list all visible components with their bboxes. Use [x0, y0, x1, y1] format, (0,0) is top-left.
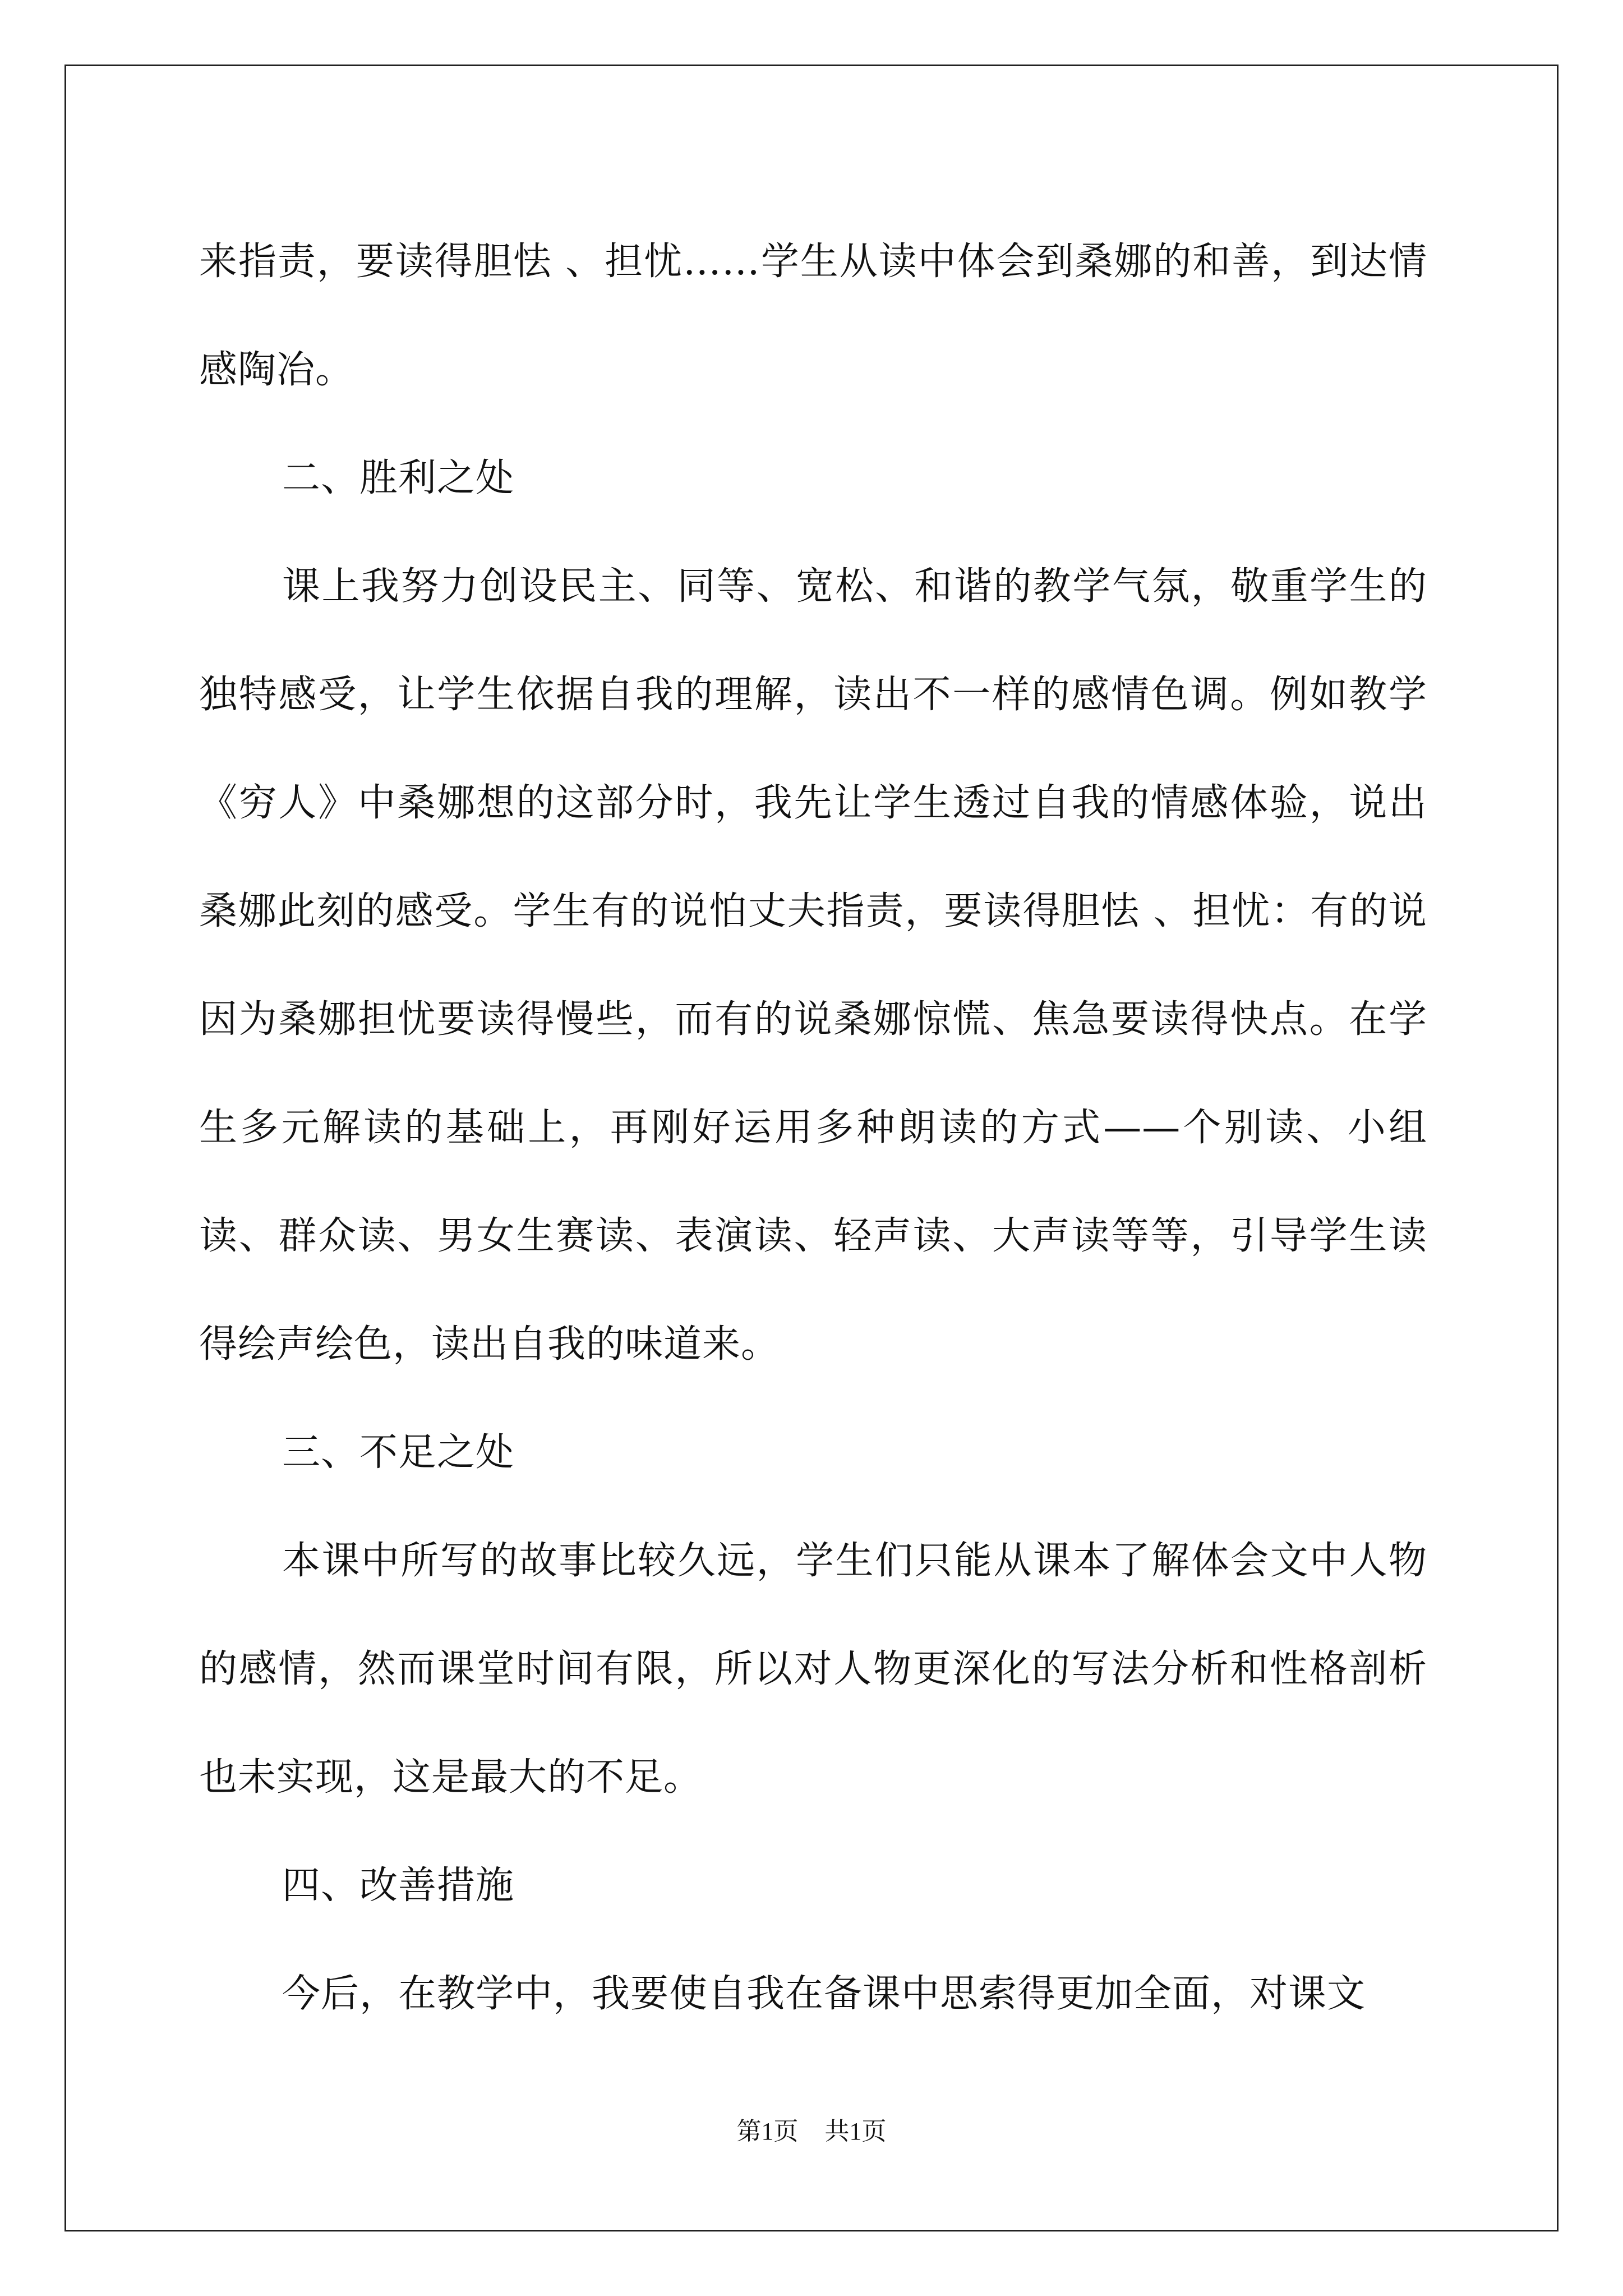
paragraph-shortcomings: 本课中所写的故事比较久远，学生们只能从课本了解体会文中人物的感情，然而课堂时间有限，所以对人物更深化的写法分析和性格剖析也未实现，这是最大的不足。 — [199, 1539, 1427, 1800]
section-heading-success: 二、胜利之处 — [282, 456, 515, 500]
page-number-current: 第1页 — [736, 2118, 799, 2145]
paragraph-improvements: 今后，在教学中，我要使自我在备课中思索得更加全面，对课文 — [282, 1972, 1366, 2016]
page-number-total: 共1页 — [824, 2118, 887, 2145]
paragraph-success: 课上我努力创设民主、同等、宽松、和谐的教学气氛，敬重学生的独特感受，让学生依据自我的理解，读出不一样的感情色调。例如教学《穷人》中桑娜想的这部分时，我先让学生透过自我的情感体验，说出桑娜此刻的感受。学生有的说怕丈夫指责，要读得胆怯 、担忧：有的说因为桑娜担忧要读得慢些，而有的说桑娜惊慌、焦急要读得快点。在学生多元解读的基础上，再刚好运用多种朗读的方式——个别读、小组读、群众读、男女生赛读、表演读、轻声读、大声读等等，引导学生读得绘声绘色，读出自我的味道来。 — [199, 564, 1427, 1366]
section-heading-improvements: 四、改善措施 — [282, 1864, 515, 1908]
section-heading-shortcomings: 三、不足之处 — [282, 1430, 515, 1475]
paragraph-continuation: 来指责，要读得胆怯 、担忧……学生从读中体会到桑娜的和善，到达情感陶冶。 — [199, 240, 1427, 392]
document-body — [199, 208, 1427, 2048]
page-footer — [0, 2115, 1623, 2148]
